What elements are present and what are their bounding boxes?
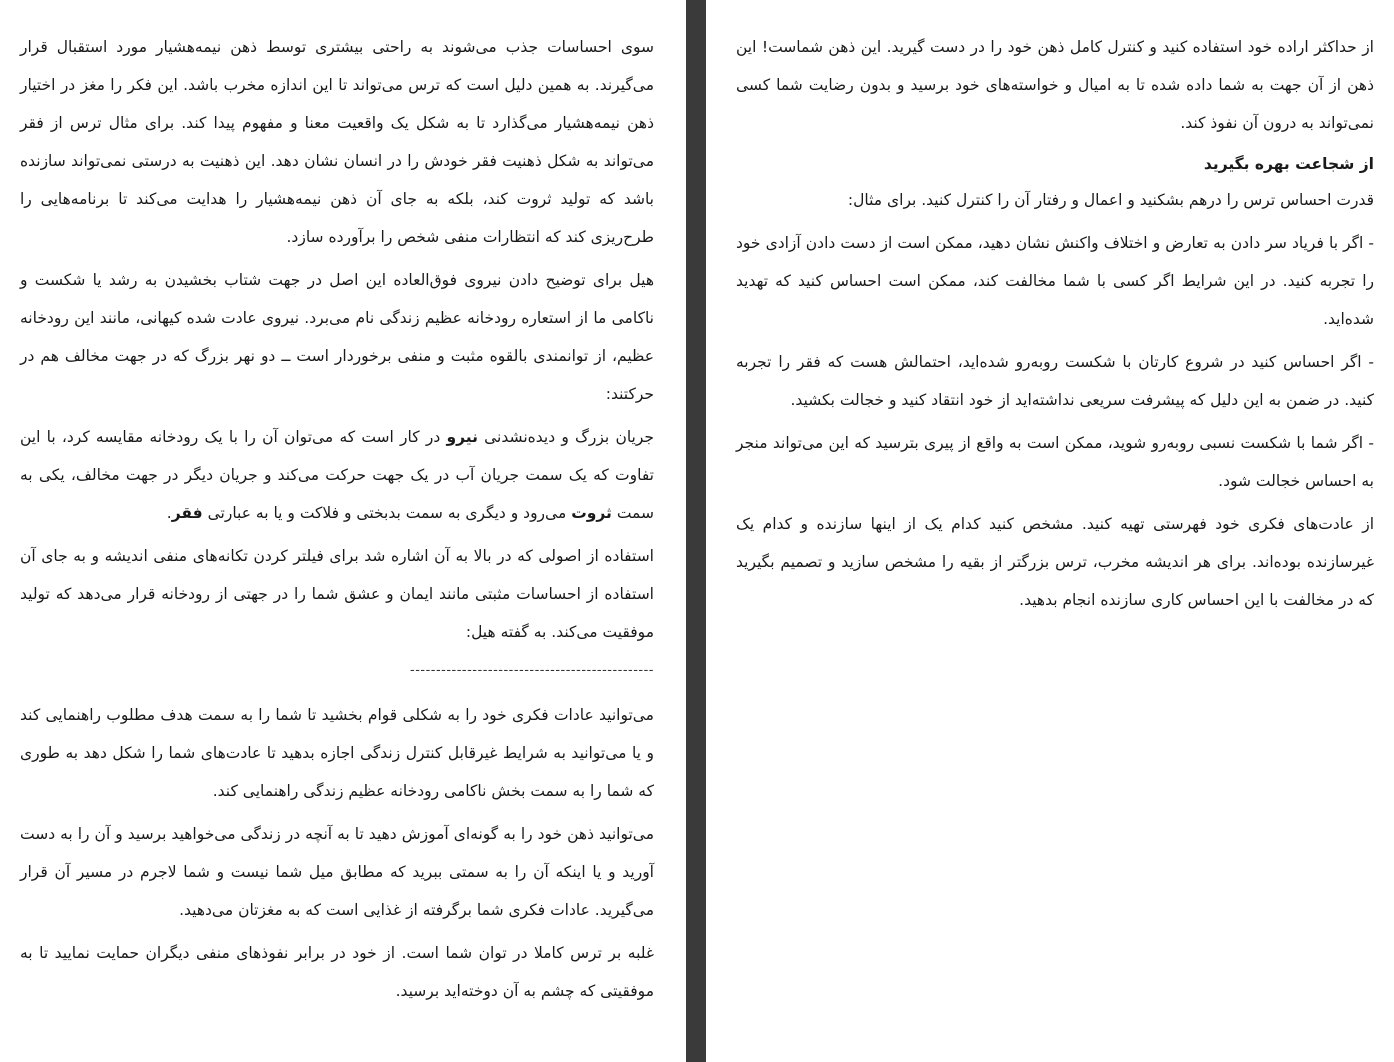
list-item: - اگر با فریاد سر دادن به تعارض و اختلاف واکنش نشان دهید، ممکن است از دست دادن آزادی خود را تجربه کنید. در این شرایط اگر کسی با شما مخالفت کند، ممکن است احساس کنید که تهدید شده‌اید.	[736, 234, 1374, 328]
right-page	[706, 0, 1394, 1062]
text-run: .	[166, 504, 172, 522]
paragraph: می‌توانید عادات فکری خود را به شکلی قوام بخشید تا شما را به سمت هدف مطلوب راهنمایی کند و یا می‌توانید به شرایط غیرقابل کنترل زندگی اجازه بدهید تا عادت‌های شما را شکل دهد به طوری که شما را به سمت بخش ناکامی رودخانه عظیم زندگی راهنمایی کند.	[20, 706, 654, 800]
separator-line: -----------------------------------------------	[410, 663, 654, 678]
bold-term: ثروت	[571, 504, 612, 522]
paragraph: غلبه بر ترس کاملا در توان شما است. از خود در برابر نفوذهای منفی دیگران حمایت نمایید تا به موفقیتی که چشم به آن دوخته‌اید برسید.	[20, 944, 654, 1000]
bold-term: نیرو	[446, 428, 478, 446]
paragraph: استفاده از اصولی که در بالا به آن اشاره شد برای فیلتر کردن تکانه‌های منفی اندیشه و به جای آن استفاده از احساسات مثبتی مانند ایمان و عشق شما را در جهتی از رودخانه قرار می‌دهد که تولید موفقیت می‌کند. به گفته هیل:	[20, 547, 654, 641]
list-item: - اگر شما با شکست نسبی روبه‌رو شوید، ممکن است به واقع از پیری بترسید که این می‌تواند منجر به احساس خجالت شود.	[736, 434, 1374, 490]
paragraph: سوی احساسات جذب می‌شوند به راحتی بیشتری توسط ذهن نیمه‌هشیار مورد استقبال قرار می‌گیرند. به همین دلیل است که ترس می‌تواند تا این اندازه مخرب باشد. این فکر را مغز در اختیار ذهن نیمه‌هشیار می‌گذارد تا به شکل یک واقعیت معنا و مفهوم پیدا کند. برای مثال ترس از فقر می‌تواند به شکل ذهنیت فقر خودش را در انسان نشان دهد. این ذهنیت به درستی نمی‌تواند سازنده باشد که تولید ثروت کند، بلکه به جای آن ذهن نیمه‌هشیار را هدایت می‌کند تا برنامه‌هایی را طرح‌ریزی کند که انتظارات منفی شخص را برآورده سازد.	[20, 38, 654, 246]
left-page	[0, 0, 686, 1062]
paragraph: از عادت‌های فکری خود فهرستی تهیه کنید. مشخص کنید کدام یک از اینها سازنده و کدام یک غیرسازنده بوده‌اند. برای هر اندیشه مخرب، ترس بزرگتر از بقیه را مشخص سازید و تصمیم بگیرید که در مخالفت با این احساس کاری سازنده انجام بدهید.	[736, 515, 1374, 609]
paragraph: قدرت احساس ترس را درهم بشکنید و اعمال و رفتار آن را کنترل کنید. برای مثال:	[847, 191, 1374, 209]
paragraph: از حداکثر اراده خود استفاده کنید و کنترل کامل ذهن خود را در دست گیرید. این ذهن شماست! این ذهن از آن جهت به شما داده شده تا به امیال و خواسته‌های خود برسید و بدون رضایت شما کسی نمی‌تواند به درون آن نفوذ کند.	[736, 38, 1374, 132]
text-run: در کار است که می‌توان آن را با یک رودخانه مقایسه کرد، با این تفاوت که یک سمت جریان آب در یک جهت حرکت می‌کند و جریان دیگر در جهت مخالف، یکی به سمت	[20, 428, 654, 522]
bold-term: فقر	[171, 504, 203, 522]
text-run: جریان بزرگ و دیده‌نشدنی	[484, 428, 654, 446]
paragraph: می‌توانید ذهن خود را به گونه‌ای آموزش دهید تا به آنچه در زندگی می‌خواهید برسید و آن را به دست آورید و یا اینکه آن را به سمتی ببرید که مطابق میل شما نیست و شما لاجرم در مسیر آن قرار می‌گیرید. عادات فکری شما برگرفته از غذایی است که به مغزتان می‌دهید.	[20, 825, 654, 919]
paragraph: هیل برای توضیح دادن نیروی فوق‌العاده این اصل در جهت شتاب بخشیدن به رشد یا شکست و ناکامی ما از استعاره رودخانه عظیم زندگی نام می‌برد. نیروی عادت شده کیهانی، مانند این رودخانه عظیم، از توانمندی بالقوه مثبت و منفی برخوردار است ــ دو نهر بزرگ که در جهت مخالف هم در حرکتند:	[20, 271, 654, 403]
text-run: می‌رود و دیگری به سمت بدبختی و فلاکت و یا به عبارتی	[207, 504, 567, 522]
section-heading: از شجاعت بهره بگیرید	[1203, 155, 1374, 173]
page-gutter	[686, 0, 706, 1062]
list-item: - اگر احساس کنید در شروع کارتان با شکست روبه‌رو شده‌اید، احتمالش هست که فقر را تجربه کنید. در ضمن به این دلیل که پیشرفت سریعی نداشته‌اید از خود انتقاد کنید و خجالت بکشید.	[736, 353, 1374, 409]
paragraph	[20, 418, 654, 532]
